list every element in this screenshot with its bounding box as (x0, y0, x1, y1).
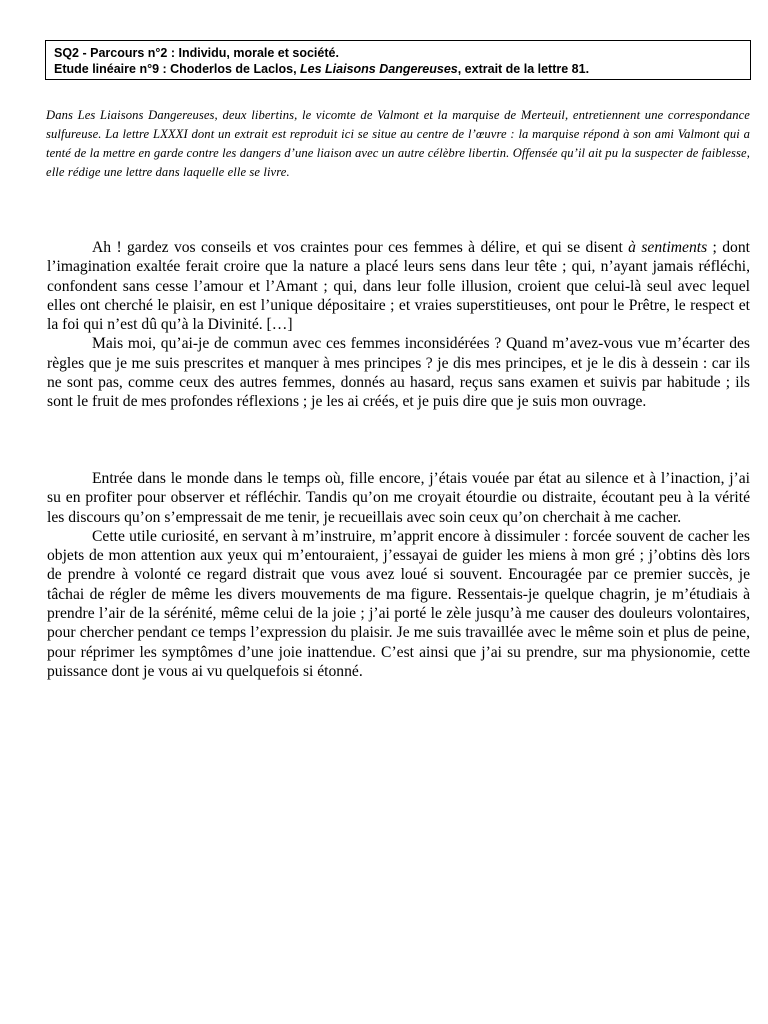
work-title: Les Liaisons Dangereuses (300, 62, 458, 76)
header-box (45, 40, 751, 80)
intro-paragraph: Dans Les Liaisons Dangereuses, deux libertins, le vicomte de Valmont et la marquise de Merteuil, entretiennent une correspondance sulfureuse. La lettre LXXXI dont un extrait est reproduit ici se situe au centre de l’œuvre : la marquise répond à son ami Valmont qui a tenté de la mettre en garde contre les dangers d’une liaison avec un autre célèbre libertin. Offensée qu’il ait pu la suspecter de faiblesse, elle rédige une lettre dans laquelle elle se livre. (46, 108, 750, 179)
paragraph-2: Mais moi, qu’ai-je de commun avec ces femmes inconsidérées ? Quand m’avez-vous vue m’écarter des règles que je me suis prescrites et manquer à mes principes ? je dis mes principes, et je le dis à dessein : car ils ne sont pas, comme ceux des autres femmes, donnés au hasard, reçus sans examen et suivis par habitude ; ils sont le fruit de mes profondes réflexions ; je les ai créés, et je puis dire que je suis mon ouvrage. (47, 335, 750, 411)
header-line-1: SQ2 - Parcours n°2 : Individu, morale et société. (54, 46, 339, 60)
text-block-1 (47, 238, 750, 412)
paragraph-1 (47, 238, 750, 334)
paragraph-4: Cette utile curiosité, en servant à m’instruire, m’apprit encore à dissimuler : forcée souvent de cacher les objets de mon attention aux yeux qui m’entouraient, j’essayai de guider les miens à mon gré ; j’obtins dès lors de prendre à volonté ce regard distrait que vous avez loué si souvent. Encouragée par ce premier succès, je tâchai de régler de même les divers mouvements de ma figure. Ressentais-je quelque chagrin, je m’étudiais à prendre l’air de la sérénité, même celui de la joie ; j’ai porté le zèle jusqu’à me causer des douleurs volontaires, pour chercher pendant ce temps l’expression du plaisir. Je me suis travaillée avec le même soin et plus de peine, pour réprimer les symptômes d’une joie inattendue. C’est ainsi que j’ai su prendre, sur ma physionomie, cette puissance dont je vous ai vu quelquefois si étonné. (47, 527, 750, 680)
text-block-2 (47, 469, 750, 681)
header-line-2 (54, 61, 742, 77)
paragraph-1-emphasis: à sentiments (628, 239, 708, 256)
paragraph-3: Entrée dans le monde dans le temps où, fille encore, j’étais vouée par état au silence et à l’inaction, j’ai su en profiter pour observer et réfléchir. Tandis qu’on me croyait étourdie ou distraite, écoutant peu à la vérité les discours qu’on s’empressait de me tenir, je recueillais avec soin ceux qu’on cherchait à me cacher. (47, 470, 750, 526)
paragraph-1-start: Ah ! gardez vos conseils et vos craintes pour ces femmes à délire, et qui se disent (92, 239, 629, 256)
paragraph-1-end: ; dont l’imagination exaltée ferait croire que la nature a placé leurs sens dans leur tête ; qui, n’ayant jamais réfléchi, confondent sans cesse l’amour et l’Amant ; qui, dans leur folle illusion, croient que celui-là seul avec lequel elles ont cherché le plaisir, en est l’unique dépositaire ; et vraies superstitieuses, ont pour le Prêtre, le respect et la foi qui n’est dû qu’à la Divinité. […] (47, 239, 750, 334)
header-line-2-suffix: , extrait de la lettre 81. (457, 62, 590, 76)
header-line-2-prefix: Etude linéaire n°9 : Choderlos de Laclos, (54, 62, 301, 76)
